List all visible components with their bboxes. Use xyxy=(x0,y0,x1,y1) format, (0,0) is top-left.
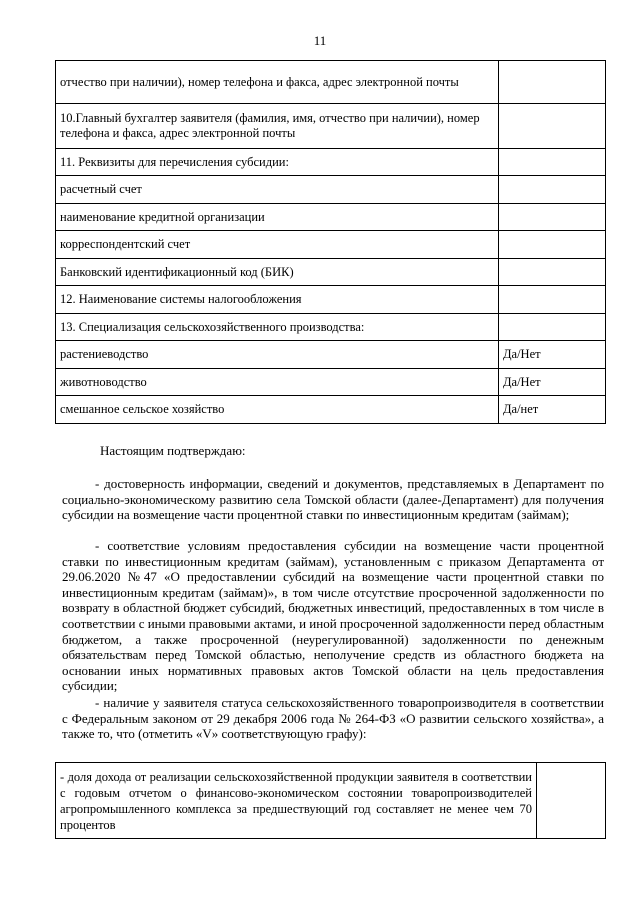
table-row xyxy=(56,149,606,176)
confirmation-paragraph-1: - достоверность информации, сведений и документов, представляемых в Департамент по социально-экономическому развитию села Томской области (далее-Департамент) для получения субсидии на возмещение части процентной ставки по инвестиционным кредитам (займам); xyxy=(62,476,604,523)
row-value[interactable] xyxy=(499,104,606,149)
row-label: смешанное сельское хозяйство xyxy=(56,396,499,424)
producer-status-table xyxy=(55,762,606,839)
row-value[interactable] xyxy=(499,61,606,104)
row-label: отчество при наличии), номер телефона и факса, адрес электронной почты xyxy=(56,61,499,104)
row-value[interactable] xyxy=(499,204,606,231)
row-value[interactable] xyxy=(499,259,606,286)
row-label: 10.Главный бухгалтер заявителя (фамилия, имя, отчество при наличии), номер телефона и факса, адрес электронной почты xyxy=(56,104,499,149)
status-criterion: - доля дохода от реализации сельскохозяйственной продукции заявителя в соответствии с годовым отчетом о финансово-экономическом состоянии товаропроизводителей агропромышленного комплекса за предшествующий год составляет не менее чем 70 процентов xyxy=(56,763,537,839)
table-row xyxy=(56,176,606,204)
row-value[interactable]: Да/нет xyxy=(499,396,606,424)
row-value[interactable] xyxy=(499,149,606,176)
confirmation-paragraph-3: - наличие у заявителя статуса сельскохозяйственного товаропроизводителя в соответствии с Федеральным законом от 29 декабря 2006 года № 264-ФЗ «О развитии сельского хозяйства», а также то, что (отметить «V» соответствующую графу): xyxy=(62,695,604,742)
table-row xyxy=(56,369,606,396)
row-value[interactable] xyxy=(499,176,606,204)
row-label: 13. Специализация сельскохозяйственного производства: xyxy=(56,314,499,341)
row-value[interactable] xyxy=(499,231,606,259)
table-row xyxy=(56,204,606,231)
row-value[interactable]: Да/Нет xyxy=(499,341,606,369)
table-row xyxy=(56,104,606,149)
table-row xyxy=(56,259,606,286)
applicant-details-table xyxy=(55,60,606,424)
row-label: расчетный счет xyxy=(56,176,499,204)
row-label: наименование кредитной организации xyxy=(56,204,499,231)
table-row xyxy=(56,341,606,369)
table-row xyxy=(56,286,606,314)
row-label: растениеводство xyxy=(56,341,499,369)
table-row xyxy=(56,61,606,104)
row-label: корреспондентский счет xyxy=(56,231,499,259)
row-label: животноводство xyxy=(56,369,499,396)
table-row xyxy=(56,763,606,839)
row-value[interactable] xyxy=(499,286,606,314)
row-value[interactable]: Да/Нет xyxy=(499,369,606,396)
status-checkbox-cell[interactable] xyxy=(537,763,606,839)
confirmation-paragraph-2: - соответствие условиям предоставления субсидии на возмещение части процентной ставки по инвестиционным кредитам (займам), установленным с приказом Департамента от 29.06.2020 №47 «О предоставлении субсидий на возмещение части процентной ставки по инвестиционным кредитам (займам)», в том числе отсутствие просроченной задолженности по возврату в областной бюджет субсидий, бюджетных инвестиций, предоставленных в том числе в соответствии с иными правовыми актами, и иной просроченной задолженности перед областным бюджетом, а также просроченной (неурегулированной) задолженности по денежным обязательствам перед Томской областью, неполучение средств из областного бюджета на основании иных нормативных правовых актов Томской области на цель предоставления субсидии; xyxy=(62,538,604,694)
row-label: 12. Наименование системы налогообложения xyxy=(56,286,499,314)
table-row xyxy=(56,231,606,259)
table-row xyxy=(56,396,606,424)
row-label: Банковский идентификационный код (БИК) xyxy=(56,259,499,286)
confirmation-heading: Настоящим подтверждаю: xyxy=(100,443,246,458)
row-label: 11. Реквизиты для перечисления субсидии: xyxy=(56,149,499,176)
table-row xyxy=(56,314,606,341)
row-value[interactable] xyxy=(499,314,606,341)
page-number: 11 xyxy=(313,33,327,48)
